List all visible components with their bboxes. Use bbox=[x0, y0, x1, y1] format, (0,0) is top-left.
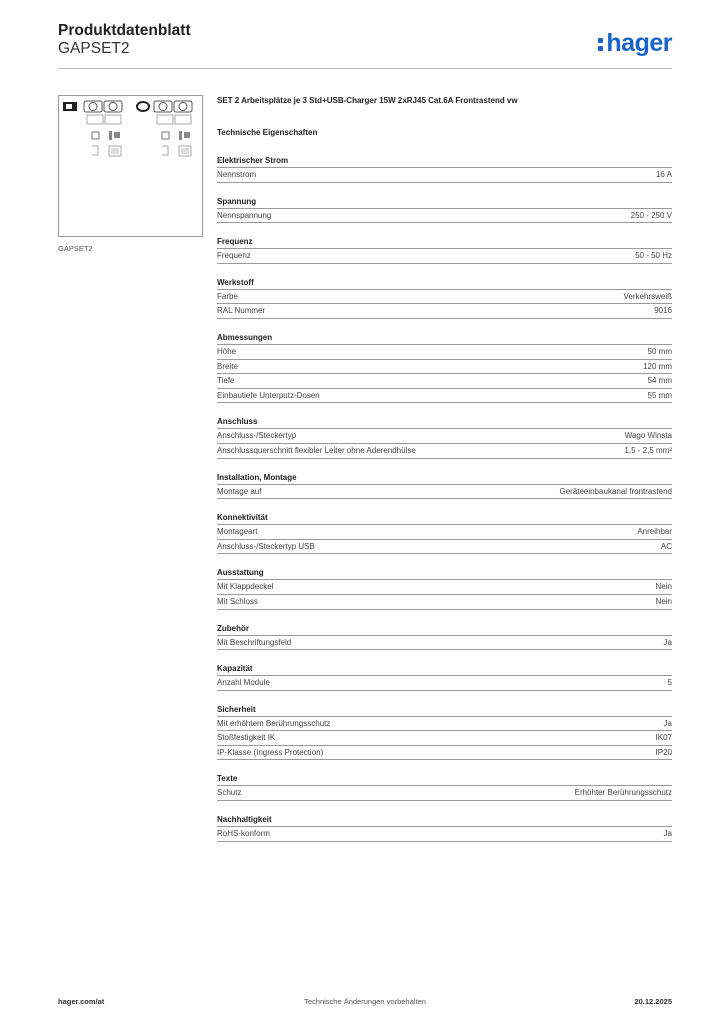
product-name: SET 2 Arbeitsplätze je 3 Std+USB-Charger 15W 2xRJ45 Cat.6A Frontrastend vw bbox=[217, 96, 518, 105]
spec-value: 16 A bbox=[655, 170, 672, 179]
spec-row bbox=[217, 168, 672, 183]
spec-row bbox=[217, 345, 672, 360]
spec-value: Ja bbox=[663, 829, 672, 839]
section-title: Werkstoff bbox=[217, 278, 672, 290]
spec-section bbox=[217, 513, 672, 554]
hager-logo bbox=[598, 30, 672, 56]
spec-value: 5 bbox=[667, 678, 672, 688]
spec-value: 50 - 50 Hz bbox=[635, 251, 672, 261]
spec-label: Mit erhöhtem Berührungsschutz bbox=[217, 718, 331, 728]
section-title: Konnektivität bbox=[217, 513, 672, 525]
spec-row bbox=[217, 209, 672, 224]
document-subtitle: GAPSET2 bbox=[58, 40, 130, 57]
spec-section bbox=[217, 237, 672, 264]
footer-website: hager.com/at bbox=[58, 997, 105, 1006]
product-image bbox=[58, 95, 203, 237]
spec-row bbox=[217, 786, 672, 801]
spec-label: Frequenz bbox=[217, 251, 251, 261]
spec-value: Erhöhter Berührungsschutz bbox=[574, 788, 672, 798]
section-title: Anschluss bbox=[217, 417, 672, 429]
section-title: Frequenz bbox=[217, 237, 672, 249]
section-title: Sicherheit bbox=[217, 705, 672, 717]
spec-row bbox=[217, 374, 672, 389]
spec-label: Schutz bbox=[217, 788, 242, 798]
spec-label: Mit Beschriftungsfeld bbox=[217, 637, 292, 647]
spec-row bbox=[217, 540, 672, 555]
spec-row bbox=[217, 746, 672, 761]
spec-value: Ja bbox=[663, 718, 672, 728]
spec-value: Nein bbox=[655, 582, 672, 592]
spec-value: 54 mm bbox=[647, 376, 672, 386]
header-divider bbox=[58, 68, 672, 69]
spec-row bbox=[217, 636, 672, 651]
spec-value: 9016 bbox=[654, 306, 672, 316]
spec-section bbox=[217, 197, 672, 224]
spec-section bbox=[217, 333, 672, 403]
spec-section bbox=[217, 568, 672, 609]
specs-content bbox=[217, 95, 672, 842]
spec-value: 250 - 250 V bbox=[630, 210, 672, 220]
spec-label: Einbautiefe Unterputz-Dosen bbox=[217, 390, 320, 400]
spec-label: Stoßfestigkeit IK bbox=[217, 733, 276, 743]
spec-label: RAL Nummer bbox=[217, 306, 266, 316]
spec-section bbox=[217, 774, 672, 801]
spec-row bbox=[217, 290, 672, 305]
spec-label: Anschluss-/Steckertyp bbox=[217, 431, 297, 441]
spec-value: IP20 bbox=[655, 747, 672, 757]
footer-date: 20.12.2025 bbox=[634, 997, 672, 1006]
logo-text: hager bbox=[606, 29, 672, 57]
section-title: Elektrischer Strom bbox=[217, 156, 672, 168]
section-title: Kapazität bbox=[217, 664, 672, 676]
section-title: Installation, Montage bbox=[217, 473, 672, 485]
spec-label: Mit Klappdeckel bbox=[217, 582, 274, 592]
spec-value: 50 mm bbox=[647, 346, 672, 356]
specs-sections bbox=[217, 156, 672, 842]
spec-label: Breite bbox=[217, 361, 238, 371]
spec-row bbox=[217, 676, 672, 691]
spec-section bbox=[217, 417, 672, 458]
spec-row bbox=[217, 717, 672, 732]
spec-row bbox=[217, 595, 672, 610]
section-title: Nachhaltigkeit bbox=[217, 815, 672, 827]
spec-label: Mit Schloss bbox=[217, 596, 258, 606]
spec-value: Ja bbox=[663, 637, 672, 647]
spec-label: Nennstrom bbox=[217, 170, 257, 179]
spec-label: RoHS-konform bbox=[217, 829, 270, 839]
spec-label: Montageart bbox=[217, 527, 258, 537]
spec-section bbox=[217, 156, 672, 183]
spec-value: 1,5 - 2,5 mm² bbox=[624, 445, 672, 455]
page-header bbox=[58, 22, 672, 70]
spec-label: Tiefe bbox=[217, 376, 235, 386]
spec-row bbox=[217, 389, 672, 404]
spec-value: 120 mm bbox=[643, 361, 672, 371]
spec-section bbox=[217, 705, 672, 761]
spec-row bbox=[217, 580, 672, 595]
spec-label: Anzahl Module bbox=[217, 678, 270, 688]
spec-section bbox=[217, 624, 672, 651]
section-title: Abmessungen bbox=[217, 333, 672, 345]
spec-value: Wago Winsta bbox=[624, 431, 672, 441]
spec-row bbox=[217, 444, 672, 459]
logo-colon-icon bbox=[598, 36, 604, 52]
image-caption: GAPSET2 bbox=[58, 244, 93, 253]
footer-note: Technische Änderungen vorbehalten bbox=[304, 997, 426, 1006]
section-title: Zubehör bbox=[217, 624, 672, 636]
spec-value: AC bbox=[660, 541, 672, 551]
spec-label: IP-Klasse (Ingress Protection) bbox=[217, 747, 324, 757]
spec-section bbox=[217, 664, 672, 691]
document-title: Produktdatenblatt bbox=[58, 22, 191, 39]
tech-specs-heading: Technische Eigenschaften bbox=[217, 128, 318, 137]
spec-label: Höhe bbox=[217, 346, 237, 356]
spec-label: Nennspannung bbox=[217, 210, 272, 220]
spec-row bbox=[217, 485, 672, 500]
spec-label: Anschluss-/Steckertyp USB bbox=[217, 541, 315, 551]
section-title: Spannung bbox=[217, 197, 672, 209]
spec-value: 55 mm bbox=[647, 390, 672, 400]
section-title: Ausstattung bbox=[217, 568, 672, 580]
spec-row bbox=[217, 249, 672, 264]
spec-section bbox=[217, 278, 672, 319]
spec-row bbox=[217, 827, 672, 842]
spec-row bbox=[217, 525, 672, 540]
section-title: Texte bbox=[217, 774, 672, 786]
spec-row bbox=[217, 304, 672, 319]
spec-row bbox=[217, 429, 672, 444]
product-set-illustration-icon bbox=[59, 96, 204, 238]
spec-row bbox=[217, 731, 672, 746]
spec-value: Anreihbar bbox=[637, 527, 672, 537]
spec-label: Farbe bbox=[217, 291, 238, 301]
spec-label: Montage auf bbox=[217, 486, 262, 496]
spec-label: Anschlussquerschnitt flexibler Leiter ohne Aderendhülse bbox=[217, 445, 416, 455]
spec-section bbox=[217, 473, 672, 500]
spec-value: IK07 bbox=[655, 733, 672, 743]
spec-value: Nein bbox=[655, 596, 672, 606]
spec-value: Verkehrsweiß bbox=[623, 291, 672, 301]
spec-section bbox=[217, 815, 672, 842]
spec-row bbox=[217, 360, 672, 375]
spec-value: Geräteeinbaukanal frontrastend bbox=[559, 486, 672, 496]
